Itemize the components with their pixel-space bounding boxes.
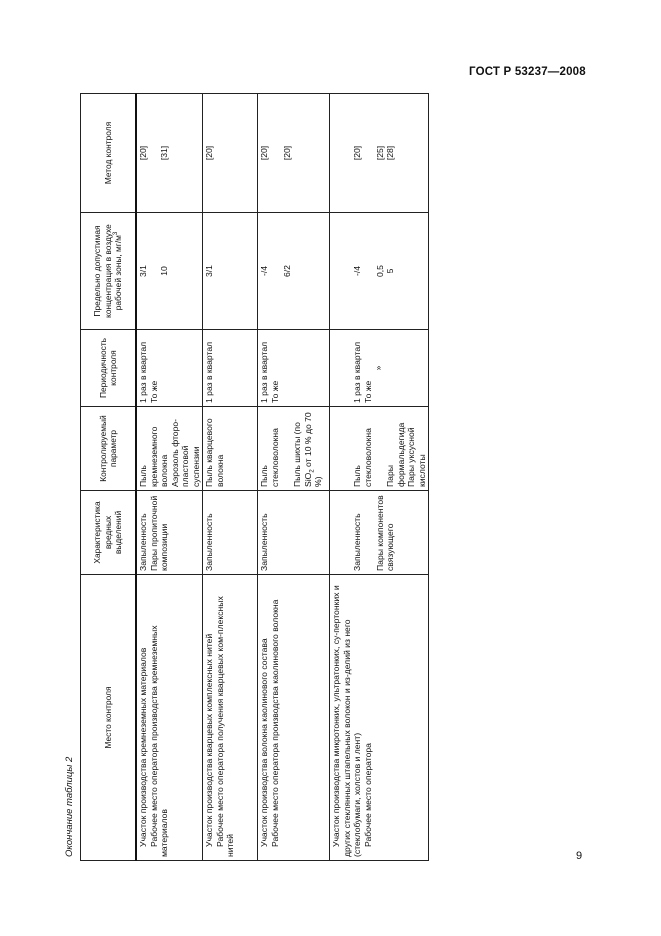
hazard-item: Пары пропиточной композиции bbox=[148, 495, 169, 571]
periodicity-cell bbox=[258, 330, 330, 407]
table-header-row bbox=[81, 94, 137, 861]
parameter-item: Пары уксусной кислоты bbox=[406, 427, 427, 487]
mpc-cell bbox=[136, 213, 203, 330]
mpc-cell bbox=[258, 213, 330, 330]
periodicity-item: 1 раз в квартал bbox=[138, 341, 148, 403]
workplace-text: Рабочее место оператора производства кремнеземных материалов bbox=[148, 625, 169, 857]
mpc-item: 6/2 bbox=[281, 265, 292, 277]
periodicity-item: » bbox=[373, 365, 383, 371]
workplace-text: Рабочее место оператора производства каолинового волокна bbox=[269, 599, 280, 847]
method-item: [20] bbox=[138, 145, 148, 161]
col-place-header: Место контроля bbox=[81, 575, 137, 861]
mpc-item: 5 bbox=[385, 268, 395, 274]
mpc-item: -/4 bbox=[259, 265, 269, 277]
table-row bbox=[136, 94, 203, 861]
mpc-cell bbox=[203, 213, 258, 330]
periodicity-cell bbox=[330, 330, 429, 407]
col-hazard-header: Характеристика вредных выделений bbox=[81, 491, 137, 575]
table-row bbox=[258, 94, 330, 861]
method-item: [20] bbox=[259, 145, 269, 161]
area-text: Участок производства кремнеземных материалов bbox=[138, 647, 148, 847]
parameter-cell bbox=[203, 407, 258, 491]
parameter-item: Пыль стекловолокна bbox=[352, 428, 373, 487]
parameter-item: Пыль кварцевого волокна bbox=[204, 418, 225, 487]
mpc-item: -/4 bbox=[352, 265, 362, 277]
parameter-cell bbox=[258, 407, 330, 491]
col-parameter-header: Контролируемый параметр bbox=[81, 407, 137, 491]
hazard-cell bbox=[330, 491, 429, 575]
periodicity-item: То же bbox=[148, 380, 159, 403]
col-mpc-header bbox=[81, 213, 137, 330]
hazard-item: Запыленность bbox=[204, 513, 214, 571]
parameter-cell bbox=[136, 407, 203, 491]
method-cell bbox=[330, 94, 429, 213]
mpc-header-sup: 3 bbox=[113, 231, 120, 236]
mpc-item: 3/1 bbox=[204, 265, 214, 277]
place-cell bbox=[330, 575, 429, 861]
periodicity-item: 1 раз в квартал bbox=[352, 341, 362, 403]
hazard-item: Пары компонентов связующего bbox=[374, 495, 395, 571]
area-text: Участок производства микротонких, ультратонких, су-пертонких и других стеклянных штапельных волокон и из-делий из него (стеклобумаги, холстов и лент) bbox=[331, 585, 362, 857]
parameter-item: Пыль кремнеземного волокна bbox=[138, 426, 169, 487]
hazard-item: Запыленность bbox=[259, 513, 269, 571]
col-method-header: Метод контроля bbox=[81, 94, 137, 213]
mpc-item: 0,5 bbox=[374, 265, 385, 277]
control-table bbox=[80, 93, 429, 861]
hazard-cell bbox=[258, 491, 330, 575]
place-cell bbox=[258, 575, 330, 861]
table-caption: Окончание таблицы 2 bbox=[64, 756, 75, 857]
mpc-header-text: Предельно допустимая концентрация в воздухе рабочей зоны, мг/м bbox=[92, 224, 124, 318]
workplace-text: Рабочее место оператора получения кварцевых ком-плексных нитей bbox=[214, 596, 235, 857]
method-cell bbox=[203, 94, 258, 213]
periodicity-item: То же bbox=[362, 380, 373, 403]
periodicity-item: 1 раз в квартал bbox=[204, 341, 214, 403]
method-cell bbox=[136, 94, 203, 213]
parameter-text: от 10 % до 70 %) bbox=[302, 412, 323, 487]
method-item: [20] bbox=[352, 145, 362, 161]
area-text: Участок производства волокна каолинового состава bbox=[259, 638, 269, 847]
workplace-text: Рабочее место оператора bbox=[362, 743, 373, 847]
method-item: [28] bbox=[385, 145, 395, 161]
hazard-cell bbox=[203, 491, 258, 575]
standard-number: ГОСТ Р 53237—2008 bbox=[469, 66, 586, 78]
method-item: [31] bbox=[158, 145, 169, 161]
col-periodicity-header: Периодичность контроля bbox=[81, 330, 137, 407]
parameter-cell bbox=[330, 407, 429, 491]
rotated-table-area bbox=[64, 94, 427, 861]
page-number: 9 bbox=[576, 850, 583, 862]
parameter-text: Пыль шихты (по SiO bbox=[292, 422, 313, 487]
parameter-item: Пары формальдегида bbox=[385, 422, 406, 487]
rotated-content bbox=[64, 94, 427, 861]
parameter-item bbox=[292, 410, 324, 487]
periodicity-item: 1 раз в квартал bbox=[259, 341, 269, 403]
periodicity-cell bbox=[136, 330, 203, 407]
method-item: [20] bbox=[281, 145, 292, 161]
method-cell bbox=[258, 94, 330, 213]
mpc-item: 10 bbox=[158, 266, 169, 276]
method-item: [25] bbox=[374, 145, 385, 161]
table-row bbox=[203, 94, 258, 861]
hazard-item: Запыленность bbox=[352, 513, 362, 571]
periodicity-item: То же bbox=[269, 380, 280, 403]
hazard-cell bbox=[136, 491, 203, 575]
periodicity-cell bbox=[203, 330, 258, 407]
table-row bbox=[330, 94, 429, 861]
place-cell bbox=[203, 575, 258, 861]
hazard-item: Запыленность bbox=[138, 513, 148, 571]
parameter-item: Пыль стекловолокна bbox=[259, 428, 280, 487]
mpc-item: 3/1 bbox=[138, 265, 148, 277]
parameter-item: Аэрозоль фторо-пластовой суспензии bbox=[169, 418, 201, 487]
place-cell bbox=[136, 575, 203, 861]
mpc-cell bbox=[330, 213, 429, 330]
area-text: Участок производства кварцевых комплексных нитей bbox=[204, 633, 214, 847]
parameter-sub: 2 bbox=[309, 469, 316, 473]
method-item: [20] bbox=[204, 145, 214, 161]
